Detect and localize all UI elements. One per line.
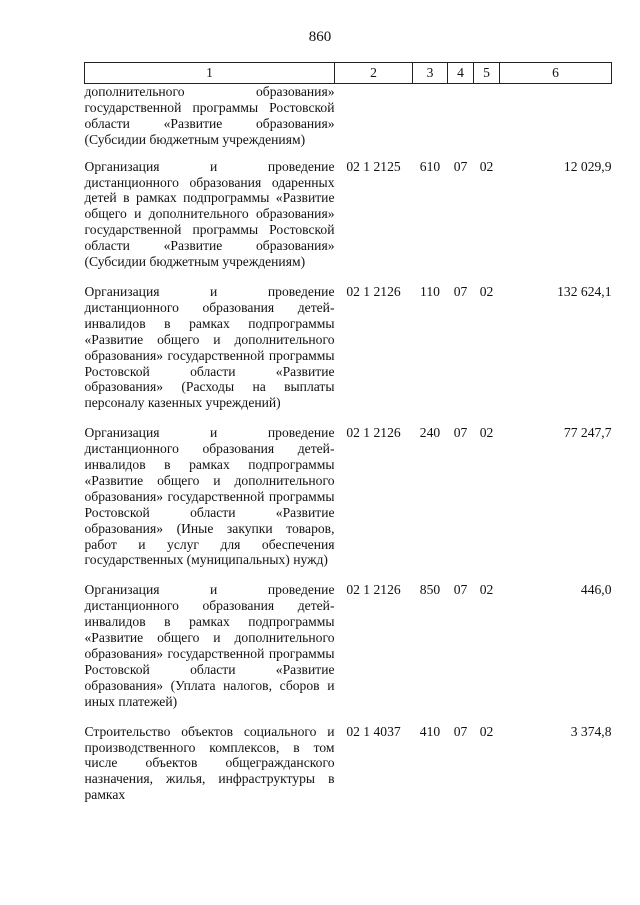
row-amount: 12 029,9 [563,158,612,174]
table-row [85,159,612,284]
row-description: Строительство объектов социального и производственного комплексов, в том числе объектов общегражданского назначения, жилья, инфраструктуры в рамках [84,723,335,803]
row-col3: 410 [419,723,441,739]
page-number: 860 [308,29,332,45]
row-col3: 850 [419,582,441,598]
table-row [85,582,612,723]
row-description: Организация и проведение дистанционного образования детей-инвалидов в рамках подпрограммы «Развитие общего и дополнительного образования» государственной программы Ростовской области «Развитие образования» (Расходы на выплаты персоналу казенных учреждений) [84,283,335,411]
row-col4: 07 [453,582,468,598]
row-col5: 02 [479,425,494,441]
row-code: 02 1 2125 [346,158,401,174]
column-header-4: 4 [448,63,474,84]
table-row [85,425,612,582]
table-row [85,284,612,425]
row-col5: 02 [479,723,494,739]
table-row [85,724,612,804]
row-col5: 02 [479,582,494,598]
row-col3: 610 [419,158,441,174]
row-amount: 3 374,8 [570,723,612,739]
table-header-row [85,63,612,84]
row-col4: 07 [453,723,468,739]
budget-table [84,62,612,803]
row-col3: 110 [420,283,440,299]
row-col5: 02 [479,158,494,174]
column-header-5: 5 [474,63,500,84]
row-description: Организация и проведение дистанционного образования детей-инвалидов в рамках подпрограммы «Развитие общего и дополнительного образования» государственной программы Ростовской области «Развитие образования» (Иные закупки товаров, работ и услуг для обеспечения государственных (муниципальных) нужд) [84,425,335,568]
row-col5: 02 [479,283,494,299]
row-code: 02 1 2126 [346,582,401,598]
row-amount: 77 247,7 [563,425,612,441]
row-amount: 132 624,1 [557,283,612,299]
column-header-3: 3 [413,63,448,84]
row-code: 02 1 2126 [346,283,401,299]
row-description: Организация и проведение дистанционного образования детей-инвалидов в рамках подпрограммы «Развитие общего и дополнительного образования» государственной программы Ростовской области «Развитие образования» (Уплата налогов, сборов и иных платежей) [84,582,335,709]
row-code: 02 1 2126 [346,425,401,441]
row-col4: 07 [453,425,468,441]
row-description: дополнительного образования» государственной программы Ростовской области «Развитие образования» (Субсидии бюджетным учреждениям) [84,84,335,147]
row-col4: 07 [453,283,468,299]
column-header-2: 2 [335,63,413,84]
table-row-continuation [85,84,612,159]
row-amount: 446,0 [580,582,612,598]
column-header-1: 1 [85,63,335,84]
row-description: Организация и проведение дистанционного образования одаренных детей в рамках подпрограммы «Развитие общего и дополнительного образования» государственной программы Ростовской области «Развитие образования» (Субсидии бюджетным учреждениям) [84,158,335,270]
row-code: 02 1 4037 [346,723,401,739]
column-header-6: 6 [500,63,612,84]
row-col4: 07 [453,158,468,174]
row-col3: 240 [419,425,441,441]
